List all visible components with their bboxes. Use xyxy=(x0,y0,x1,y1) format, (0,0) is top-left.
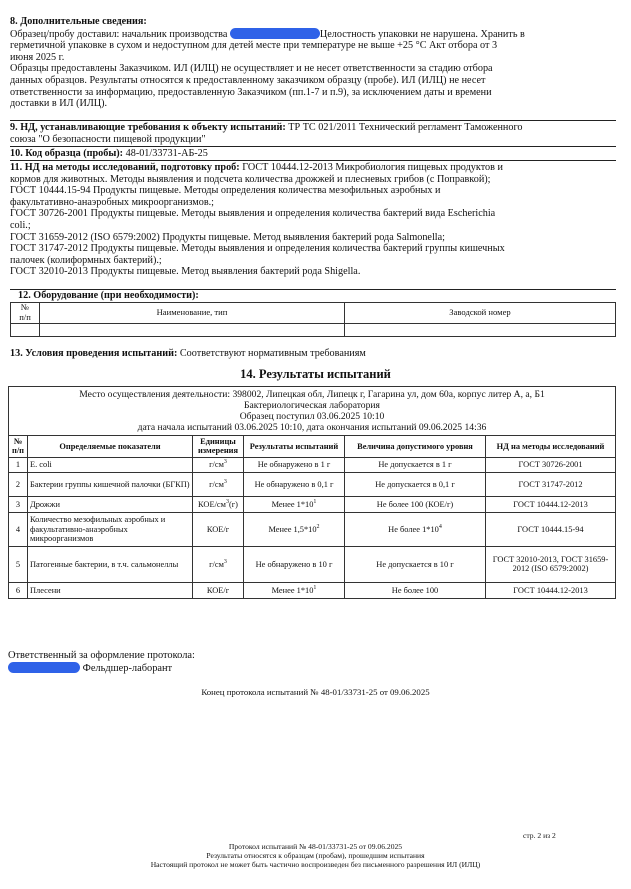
row-no: 2 xyxy=(9,472,28,496)
divider xyxy=(10,160,616,161)
act-date: июня 2025 г. xyxy=(10,51,65,63)
section-8-heading: 8. Дополнительные сведения: xyxy=(10,16,147,27)
row-param: Плесени xyxy=(28,582,193,598)
row-unit: $г/см^3$ xyxy=(193,472,244,496)
method-line: ГОСТ 31659-2012 (ISO 6579:2002) Продукты пищевые. Метод выявления бактерий рода Salmonella; xyxy=(10,231,445,243)
section-12-heading: 12. Оборудование (при необходимости): xyxy=(18,290,199,301)
method-line: coli.; xyxy=(10,219,31,231)
section-8 xyxy=(10,16,610,110)
row-method: ГОСТ 31747-2012 xyxy=(486,472,616,496)
divider xyxy=(10,120,616,121)
packaging-note: Целостность упаковки не нарушена. Хранить в xyxy=(319,28,525,40)
equipment-empty-row xyxy=(11,324,616,337)
section-11 xyxy=(10,162,616,278)
end-note: Конец протокола испытаний № 48-01/33731-25 от 09.06.2025 xyxy=(201,687,430,697)
note-line: Образцы предоставлены Заказчиком. ИЛ (ИЛЦ) не осуществляет и не несет ответственности за стадию отбора xyxy=(10,63,493,75)
row-result: Менее $1*10^1$ xyxy=(244,496,345,512)
method-line: ГОСТ 32010-2013 Продукты пищевые. Метод выявления бактерий рода Shigella. xyxy=(10,266,361,278)
page-number: стр. 2 из 2 xyxy=(523,831,556,840)
method-line: ГОСТ 10444.15-94 Продукты пищевые. Методы определения количества мезофильных аэробных и xyxy=(10,185,441,197)
row-unit: $г/см^3$ xyxy=(193,457,244,472)
table-row xyxy=(9,546,616,582)
method-line: палочек (колиформных бактерий).; xyxy=(10,254,162,266)
row-unit: КОЕ/$см^3(г)$ xyxy=(193,496,244,512)
section-9-heading: 9. НД, устанавливающие требования к объекту испытаний: xyxy=(10,122,286,133)
row-no: 3 xyxy=(9,496,28,512)
row-unit: КОЕ/г xyxy=(193,582,244,598)
row-result: Не обнаружено в 10 г xyxy=(244,546,345,582)
row-param: Бактерии группы кишечной палочки (БГКП) xyxy=(28,472,193,496)
col-method: НД на методы исследований xyxy=(486,436,616,458)
dates-line: дата начала испытаний 03.06.2025 10:10, дата окончания испытаний 09.06.2025 14:36 xyxy=(137,422,487,433)
section-13-value: Соответствуют нормативным требованиям xyxy=(179,348,366,359)
redacted-name xyxy=(230,28,320,39)
row-method: ГОСТ 10444.12-2013 xyxy=(486,582,616,598)
equipment-table xyxy=(10,302,616,337)
section-10 xyxy=(10,148,208,160)
delivered-by: Образец/пробу доставил: начальник производства xyxy=(10,28,228,40)
row-limit: Не допускается в 10 г xyxy=(345,546,486,582)
row-result: Не обнаружено в 1 г xyxy=(244,457,345,472)
row-limit: Не более 100 xyxy=(345,582,486,598)
divider xyxy=(10,146,616,147)
row-result: Менее $1,5*10^2$ xyxy=(244,512,345,546)
section-9-text-2: союза "О безопасности пищевой продукции" xyxy=(10,133,206,145)
section-9-text: ТР ТС 021/2011 Технический регламент Таможенного xyxy=(288,122,523,133)
row-unit: $г/см^3$ xyxy=(193,546,244,582)
row-method: ГОСТ 10444.15-94 xyxy=(486,512,616,546)
section-13 xyxy=(10,348,366,360)
footer xyxy=(0,842,631,870)
row-no: 1 xyxy=(9,457,28,472)
section-10-heading: 10. Код образца (пробы): xyxy=(10,148,124,159)
row-limit: Не более 100 (КОЕ/г) xyxy=(345,496,486,512)
row-limit: Не допускается в 1 г xyxy=(345,457,486,472)
row-no: 5 xyxy=(9,546,28,582)
row-result: Менее $1*10^1$ xyxy=(244,582,345,598)
method-line: ГОСТ 31747-2012 Продукты пищевые. Методы выявления и определения количества бактерий группы кишечных xyxy=(10,243,505,255)
section-13-heading: 13. Условия проведения испытаний: xyxy=(10,348,178,359)
row-method: ГОСТ 30726-2001 xyxy=(486,457,616,472)
row-param: Дрожжи xyxy=(28,496,193,512)
note-line: ответственности за информацию, предоставленную Заказчиком (пп.1-7 и п.9), за исключением даты и времени xyxy=(10,86,492,98)
sample-code: 48-01/33731-АБ-25 xyxy=(125,148,208,159)
row-param: Патогенные бактерии, в т.ч. сальмонеллы xyxy=(28,546,193,582)
responsible-block xyxy=(8,650,195,676)
footer-results-note: Результаты относятся к образцам (пробам), прошедшим испытания xyxy=(206,851,425,861)
lab-info xyxy=(9,387,616,436)
col-no-2: п/п xyxy=(19,312,31,322)
row-method: ГОСТ 10444.12-2013 xyxy=(486,496,616,512)
row-param: Количество мезофильных аэробных и факультативно-анаэробных микроорганизмов xyxy=(28,512,193,546)
equipment-header-row xyxy=(11,303,616,324)
storage-note: герметичной упаковке в сухом и недоступном для детей месте при температуре не выше +25 °С Акт отбора от 3 xyxy=(10,40,498,52)
note-line: доставки в ИЛ (ИЛЦ). xyxy=(10,98,108,110)
table-row xyxy=(9,472,616,496)
table-row xyxy=(9,496,616,512)
row-method: ГОСТ 32010-2013, ГОСТ 31659-2012 (ISO 6579:2002) xyxy=(486,546,616,582)
received-line: Образец поступил 03.06.2025 10:10 xyxy=(239,411,385,422)
section-11-heading: 11. НД на методы исследований, подготовку проб: xyxy=(10,162,240,173)
method-line: ГОСТ 10444.12-2013 Микробиология пищевых продуктов и xyxy=(242,162,503,173)
table-row xyxy=(9,457,616,472)
row-limit: Не более $1*10^4$ xyxy=(345,512,486,546)
col-no: № xyxy=(20,302,30,313)
lab-name: Бактериологическая лаборатория xyxy=(244,400,380,411)
row-limit: Не допускается в 0,1 г xyxy=(345,472,486,496)
col-unit: Единицы измерения xyxy=(193,436,244,458)
row-result: Не обнаружено в 0,1 г xyxy=(244,472,345,496)
col-result: Результаты испытаний xyxy=(244,436,345,458)
method-line: кормов для животных. Методы выявления и подсчета количества дрожжей и плесневых грибов (с Поправкой); xyxy=(10,173,491,185)
responsible-label: Ответственный за оформление протокола: xyxy=(8,650,195,661)
redacted-name xyxy=(8,662,80,673)
row-param: E. coli xyxy=(28,457,193,472)
row-no: 6 xyxy=(9,582,28,598)
method-line: ГОСТ 30726-2001 Продукты пищевые. Методы выявления и определения количества бактерий вида Escherichia xyxy=(10,208,496,220)
results-table xyxy=(8,386,616,599)
place-line: Место осуществления деятельности: 398002, Липецкая обл, Липецк г, Гагарина ул, дом 60а, корпус литер А, а, Б1 xyxy=(79,389,545,400)
col-param: Определяемые показатели xyxy=(28,436,193,458)
col-name: Наименование, тип xyxy=(40,303,345,324)
col-limit: Величина допустимого уровня xyxy=(345,436,486,458)
table-row xyxy=(9,512,616,546)
results-title: 14. Результаты испытаний xyxy=(240,367,391,381)
col-no: № п/п xyxy=(9,436,28,458)
responsible-position: Фельдшер-лаборант xyxy=(82,663,173,675)
section-9 xyxy=(10,122,616,145)
results-header-row xyxy=(9,436,616,458)
row-no: 4 xyxy=(9,512,28,546)
table-row xyxy=(9,582,616,598)
note-line: данных образцов. Результаты относятся к предоставленному заказчиком образцу (пробе). ИЛ (ИЛЦ) не несет xyxy=(10,74,486,86)
row-unit: КОЕ/г xyxy=(193,512,244,546)
col-serial: Заводской номер xyxy=(345,303,616,324)
footer-protocol: Протокол испытаний № 48-01/33731-25 от 09.06.2025 xyxy=(228,842,403,851)
method-line: факультативно-анаэробных микроорганизмов.; xyxy=(10,196,215,208)
footer-copy-note: Настоящий протокол не может быть частично воспроизведен без письменного разрешения ИЛ (ИЛЦ) xyxy=(150,860,481,870)
